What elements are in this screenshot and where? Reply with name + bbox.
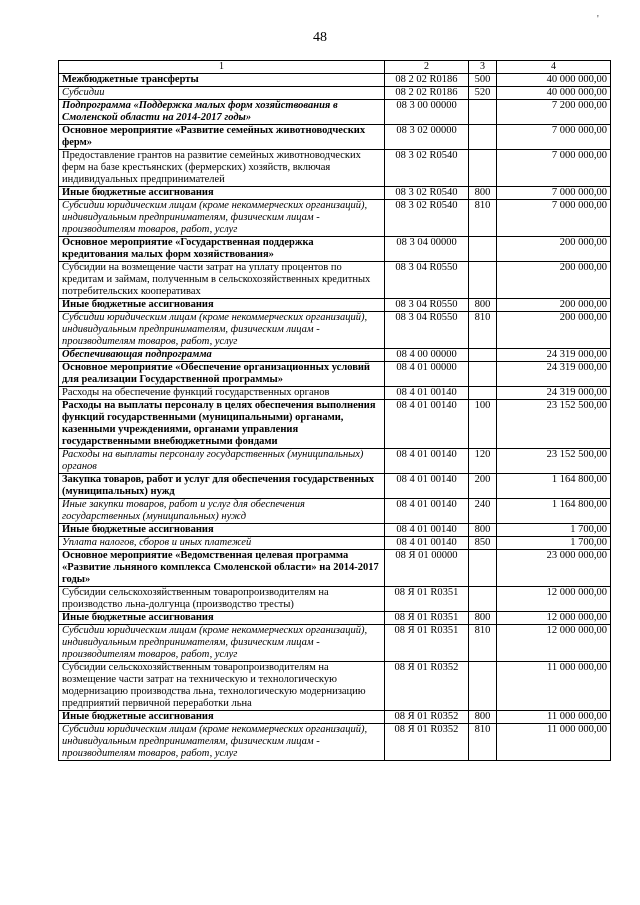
row-type-cell: [469, 662, 497, 711]
table-row: [59, 387, 611, 400]
row-name-cell: Субсидии юридическим лицам (кроме некоммерческих организаций), индивидуальным предпринимателям, физическим лицам - производителям товаров, работ, услуг: [59, 724, 385, 761]
row-name-cell: Иные бюджетные ассигнования: [59, 299, 385, 312]
row-amount-cell: 200 000,00: [497, 237, 611, 262]
row-type-cell: 240: [469, 499, 497, 524]
row-name-cell: Субсидии юридическим лицам (кроме некоммерческих организаций), индивидуальным предпринимателям, физическим лицам - производителям товаров, работ, услуг: [59, 200, 385, 237]
row-type-cell: [469, 100, 497, 125]
row-code-cell: 08 4 01 00140: [385, 400, 469, 449]
row-code-cell: 08 4 01 00140: [385, 499, 469, 524]
row-amount-cell: 12 000 000,00: [497, 587, 611, 612]
row-code-cell: 08 4 00 00000: [385, 349, 469, 362]
row-name-cell: Субсидии юридическим лицам (кроме некоммерческих организаций), индивидуальным предпринимателям, физическим лицам - производителям товаров, работ, услуг: [59, 625, 385, 662]
row-type-cell: 200: [469, 474, 497, 499]
table-row: [59, 87, 611, 100]
row-amount-cell: 11 000 000,00: [497, 724, 611, 761]
row-name-cell: Расходы на выплаты персоналу государственных (муниципальных) органов: [59, 449, 385, 474]
row-name-cell: Субсидии: [59, 87, 385, 100]
row-type-cell: 100: [469, 400, 497, 449]
table-row: [59, 625, 611, 662]
row-amount-cell: 7 200 000,00: [497, 100, 611, 125]
page-number: 48: [313, 30, 327, 45]
row-amount-cell: 7 000 000,00: [497, 150, 611, 187]
table-row: [59, 299, 611, 312]
table-row: [59, 200, 611, 237]
row-code-cell: 08 3 04 R0550: [385, 299, 469, 312]
table-row: [59, 400, 611, 449]
table-row: [59, 662, 611, 711]
table-row: [59, 550, 611, 587]
scan-mark: ': [597, 14, 599, 25]
row-amount-cell: 200 000,00: [497, 312, 611, 349]
table-row: [59, 349, 611, 362]
row-name-cell: Уплата налогов, сборов и иных платежей: [59, 537, 385, 550]
row-name-cell: Иные бюджетные ассигнования: [59, 524, 385, 537]
row-type-cell: [469, 150, 497, 187]
row-type-cell: 800: [469, 187, 497, 200]
row-type-cell: 810: [469, 724, 497, 761]
row-amount-cell: 200 000,00: [497, 262, 611, 299]
row-code-cell: 08 2 02 R0186: [385, 87, 469, 100]
table-row: [59, 187, 611, 200]
row-type-cell: [469, 237, 497, 262]
row-amount-cell: 7 000 000,00: [497, 187, 611, 200]
table-row: [59, 312, 611, 349]
table-row: [59, 499, 611, 524]
row-type-cell: 810: [469, 625, 497, 662]
row-type-cell: [469, 349, 497, 362]
row-type-cell: 520: [469, 87, 497, 100]
row-name-cell: Основное мероприятие «Государственная поддержка кредитования малых форм хозяйствования»: [59, 237, 385, 262]
row-code-cell: 08 3 02 R0540: [385, 200, 469, 237]
row-amount-cell: 24 319 000,00: [497, 387, 611, 400]
row-amount-cell: 23 000 000,00: [497, 550, 611, 587]
row-code-cell: 08 2 02 R0186: [385, 74, 469, 87]
row-type-cell: 120: [469, 449, 497, 474]
table-row: [59, 237, 611, 262]
row-code-cell: 08 4 01 00000: [385, 362, 469, 387]
row-code-cell: 08 3 02 00000: [385, 125, 469, 150]
row-code-cell: 08 4 01 00140: [385, 524, 469, 537]
table-row: [59, 362, 611, 387]
table-row: [59, 587, 611, 612]
header-col-1: 1: [59, 61, 385, 74]
row-type-cell: [469, 262, 497, 299]
row-type-cell: 800: [469, 612, 497, 625]
row-code-cell: 08 3 04 R0550: [385, 262, 469, 299]
table-row: [59, 711, 611, 724]
row-code-cell: 08 4 01 00140: [385, 537, 469, 550]
table-row: [59, 449, 611, 474]
row-name-cell: Основное мероприятие «Развитие семейных животноводческих ферм»: [59, 125, 385, 150]
row-name-cell: Субсидии юридическим лицам (кроме некоммерческих организаций), индивидуальным предпринимателям, физическим лицам - производителям товаров, работ, услуг: [59, 312, 385, 349]
row-name-cell: Иные бюджетные ассигнования: [59, 612, 385, 625]
table-row: [59, 474, 611, 499]
budget-table: [58, 60, 611, 761]
row-amount-cell: 11 000 000,00: [497, 711, 611, 724]
row-amount-cell: 1 700,00: [497, 524, 611, 537]
row-amount-cell: 11 000 000,00: [497, 662, 611, 711]
row-name-cell: Предоставление грантов на развитие семейных животноводческих ферм на базе крестьянских (фермерских) хозяйств, включая индивидуальных предпринимателей: [59, 150, 385, 187]
row-code-cell: 08 3 02 R0540: [385, 150, 469, 187]
row-name-cell: Основное мероприятие «Обеспечение организационных условий для реализации Государственной программы»: [59, 362, 385, 387]
row-code-cell: 08 4 01 00140: [385, 449, 469, 474]
table-header-row: [59, 61, 611, 74]
row-code-cell: 08 Я 01 R0351: [385, 612, 469, 625]
row-amount-cell: 40 000 000,00: [497, 87, 611, 100]
row-name-cell: Закупка товаров, работ и услуг для обеспечения государственных (муниципальных) нужд: [59, 474, 385, 499]
row-name-cell: Субсидии на возмещение части затрат на уплату процентов по кредитам и займам, полученным в сельскохозяйственных кредитных потребительских кооперативах: [59, 262, 385, 299]
row-amount-cell: 24 319 000,00: [497, 349, 611, 362]
row-code-cell: 08 3 00 00000: [385, 100, 469, 125]
table-row: [59, 724, 611, 761]
row-code-cell: 08 Я 01 R0351: [385, 625, 469, 662]
row-code-cell: 08 Я 01 00000: [385, 550, 469, 587]
table-row: [59, 537, 611, 550]
row-name-cell: Субсидии сельскохозяйственным товаропроизводителям на производство льна-долгунца (производство тресты): [59, 587, 385, 612]
row-amount-cell: 23 152 500,00: [497, 449, 611, 474]
row-amount-cell: 23 152 500,00: [497, 400, 611, 449]
row-code-cell: 08 4 01 00140: [385, 474, 469, 499]
row-amount-cell: 1 164 800,00: [497, 499, 611, 524]
row-type-cell: [469, 125, 497, 150]
row-code-cell: 08 Я 01 R0352: [385, 662, 469, 711]
row-type-cell: 810: [469, 200, 497, 237]
row-name-cell: Основное мероприятие «Ведомственная целевая программа «Развитие льняного комплекса Смоленской области» на 2014-2017 годы»: [59, 550, 385, 587]
row-name-cell: Иные бюджетные ассигнования: [59, 711, 385, 724]
row-amount-cell: 200 000,00: [497, 299, 611, 312]
row-type-cell: [469, 387, 497, 400]
row-name-cell: Иные закупки товаров, работ и услуг для обеспечения государственных (муниципальных) нужд: [59, 499, 385, 524]
row-type-cell: 810: [469, 312, 497, 349]
row-amount-cell: 40 000 000,00: [497, 74, 611, 87]
table-row: [59, 74, 611, 87]
row-type-cell: 500: [469, 74, 497, 87]
row-name-cell: Межбюджетные трансферты: [59, 74, 385, 87]
row-code-cell: 08 Я 01 R0352: [385, 724, 469, 761]
table-row: [59, 612, 611, 625]
row-amount-cell: 24 319 000,00: [497, 362, 611, 387]
row-type-cell: [469, 550, 497, 587]
row-code-cell: 08 4 01 00140: [385, 387, 469, 400]
row-type-cell: 800: [469, 299, 497, 312]
header-col-3: 3: [469, 61, 497, 74]
table-row: [59, 524, 611, 537]
row-amount-cell: 1 700,00: [497, 537, 611, 550]
row-code-cell: 08 3 04 00000: [385, 237, 469, 262]
row-amount-cell: 7 000 000,00: [497, 200, 611, 237]
table-row: [59, 262, 611, 299]
row-code-cell: 08 3 02 R0540: [385, 187, 469, 200]
row-type-cell: [469, 362, 497, 387]
row-type-cell: [469, 587, 497, 612]
table-row: [59, 125, 611, 150]
row-name-cell: Расходы на выплаты персоналу в целях обеспечения выполнения функций государственными (муниципальными) органами, казенными учреждениями, органами управления государственными внебюджетными фондами: [59, 400, 385, 449]
row-name-cell: Расходы на обеспечение функций государственных органов: [59, 387, 385, 400]
row-name-cell: Обеспечивающая подпрограмма: [59, 349, 385, 362]
row-type-cell: 850: [469, 537, 497, 550]
header-col-4: 4: [497, 61, 611, 74]
table-row: [59, 100, 611, 125]
row-name-cell: Подпрограмма «Поддержка малых форм хозяйствования в Смоленской области на 2014-2017 годы»: [59, 100, 385, 125]
row-amount-cell: 12 000 000,00: [497, 612, 611, 625]
row-amount-cell: 7 000 000,00: [497, 125, 611, 150]
row-name-cell: Иные бюджетные ассигнования: [59, 187, 385, 200]
row-amount-cell: 12 000 000,00: [497, 625, 611, 662]
row-code-cell: 08 3 04 R0550: [385, 312, 469, 349]
row-name-cell: Субсидии сельскохозяйственным товаропроизводителям на возмещение части затрат на техническую и технологическую модернизацию производства льна, технологическую модернизацию предприятий первичной переработки льна: [59, 662, 385, 711]
row-code-cell: 08 Я 01 R0352: [385, 711, 469, 724]
row-type-cell: 800: [469, 711, 497, 724]
header-col-2: 2: [385, 61, 469, 74]
row-code-cell: 08 Я 01 R0351: [385, 587, 469, 612]
row-amount-cell: 1 164 800,00: [497, 474, 611, 499]
row-type-cell: 800: [469, 524, 497, 537]
table-row: [59, 150, 611, 187]
